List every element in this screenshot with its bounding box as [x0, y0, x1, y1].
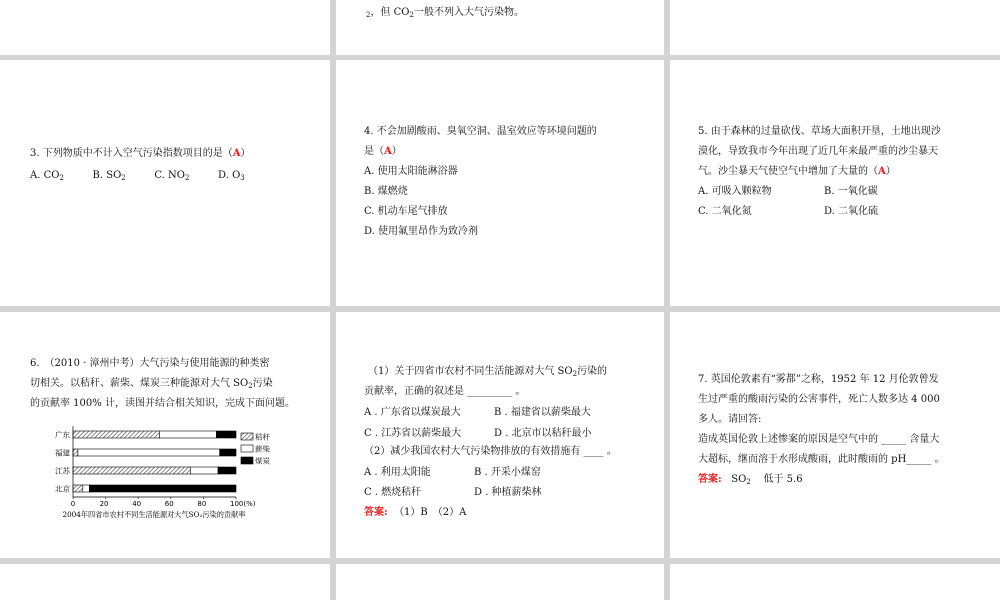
slide-question-6-sub — [336, 312, 664, 558]
bar-segment — [220, 449, 236, 456]
chart-title: 2004年四省市农村不同生活能源对大气SO₂污染的贡献率 — [62, 510, 246, 519]
bar-segment — [89, 485, 236, 492]
bar-segment — [216, 431, 236, 438]
slide-bottom-right — [670, 564, 1000, 600]
bar-segment — [73, 485, 83, 492]
bar-segment — [73, 449, 78, 456]
slide-bottom-middle — [336, 564, 664, 600]
q5-line-3: 气。沙尘暴天气使空气中增加了大量的（A） — [698, 166, 896, 177]
legend-label: 煤炭 — [255, 456, 270, 466]
legend-swatch — [241, 445, 253, 452]
legend-label: 薪柴 — [255, 444, 270, 454]
q6-line-3: 的贡献率 100% 计，读图并结合相关知识，完成下面问题。 — [30, 398, 295, 409]
so2-contribution-chart — [36, 424, 271, 524]
category-label: 江苏 — [55, 466, 70, 476]
q5-line-1: 5. 由于森林的过量砍伐、草场大面积开垦，土地出现沙 — [698, 126, 941, 137]
slide-question-5 — [670, 60, 1000, 306]
q6b-option-2d: D . 种植薪柴林 — [474, 487, 542, 498]
q4-option-c: C. 机动车尾气排放 — [364, 206, 448, 217]
q5-option-a: A. 可吸入颗粒物 — [698, 186, 772, 197]
bar-segment — [159, 431, 216, 438]
q6b-option-2c: C . 燃烧秸秆 — [364, 487, 422, 498]
q4-option-b: B. 煤燃烧 — [364, 186, 408, 197]
slide-top-middle — [336, 0, 664, 55]
q6-line-1: 6. （2010 · 漳州中考）大气污染与使用能源的种类密 — [30, 358, 270, 369]
q7-line-5: 大超标，继而溶于水形成酸雨，此时酸雨的 pH_____ 。 — [698, 454, 945, 465]
legend-label: 秸秆 — [255, 432, 270, 442]
q6b-option-1d: D . 北京市以秸秆最小 — [494, 428, 592, 439]
bar-segment — [83, 485, 90, 492]
q5-option-c: C. 二氧化氮 — [698, 206, 752, 217]
q6b-option-1c: C . 江苏省以薪柴最大 — [364, 428, 462, 439]
q5-answer: A — [878, 166, 886, 177]
q6b-option-2b: B . 开采小煤窑 — [474, 467, 541, 478]
bar-segment — [73, 467, 190, 474]
bar-segment — [73, 431, 159, 438]
slide-top-right — [670, 0, 1000, 55]
q6b-option-1b: B . 福建省以薪柴最大 — [494, 407, 591, 418]
q6b-answer: 答案: （1）B （2）A — [364, 507, 467, 518]
slide-bottom-left — [0, 564, 330, 600]
q7-line-3: 多人。请回答: — [698, 414, 762, 425]
x-tick-label: 100(%) — [230, 500, 256, 508]
q5-option-b: B. 一氧化碳 — [824, 186, 878, 197]
q4-answer: A — [384, 146, 392, 157]
category-label: 广东 — [55, 430, 70, 440]
q4-option-d: D. 使用氟里昂作为致冷剂 — [364, 226, 479, 237]
slide-question-4 — [336, 60, 664, 306]
legend-swatch — [241, 433, 253, 440]
category-label: 北京 — [55, 484, 70, 494]
q4-line-2: 是（A） — [364, 146, 402, 157]
q6b-option-2a: A . 利用太阳能 — [364, 467, 431, 478]
x-tick-label: 60 — [164, 500, 174, 508]
slide-top-left — [0, 0, 330, 55]
q6b-option-1a: A . 广东省以煤炭最大 — [364, 407, 461, 418]
x-tick-label: 0 — [70, 500, 76, 508]
q6b-line-1: （1）关于四省市农村不同生活能源对大气 $SO_2$污染的 — [368, 366, 608, 378]
q4-line-1: 4. 不会加剧酸雨、臭氧空洞、温室效应等环境问题的 — [364, 126, 597, 137]
category-label: 福建 — [55, 448, 70, 458]
q7-answer: 答案: $SO_2$ 低于 5.6 — [698, 474, 803, 486]
slide-question-6 — [0, 312, 330, 558]
q5-option-d: D. 二氧化硫 — [824, 206, 879, 217]
top-middle-text: $_2$，但 $CO_2$一般不列入大气污染物。 — [366, 7, 524, 19]
x-tick-label: 80 — [197, 500, 207, 508]
q4-option-a: A. 使用太阳能淋浴器 — [364, 166, 458, 177]
bar-segment — [78, 449, 220, 456]
slide-question-3 — [0, 60, 330, 306]
q3-stem: 3. 下列物质中不计入空气污染指数项目的是（A） — [30, 148, 251, 159]
legend-swatch — [241, 457, 253, 464]
q3-option-c: C. $NO_2$ — [154, 170, 190, 182]
bar-segment — [190, 467, 218, 474]
x-tick-label: 40 — [132, 500, 142, 508]
q6b-line-2: 贡献率，正确的叙述是 _________ 。 — [364, 386, 526, 397]
chart-svg — [36, 424, 271, 524]
q7-line-2: 生过严重的酸雨污染的公害事件，死亡人数多达 4 000 — [698, 394, 940, 405]
slide-question-7 — [670, 312, 1000, 558]
q3-answer: A — [232, 148, 241, 159]
q3-options — [30, 166, 245, 186]
q3-option-d: D. $O_3$ — [218, 170, 245, 182]
x-tick-label: 20 — [99, 500, 109, 508]
q5-line-2: 漠化，导致我市今年出现了近几年来最严重的沙尘暴天 — [698, 146, 938, 157]
bar-segment — [218, 467, 236, 474]
q7-line-4: 造成英国伦敦上述惨案的原因是空气中的 _____ 含量大 — [698, 434, 940, 445]
q6b-line-3: （2）减少我国农村大气污染物排放的有效措施有 ____ 。 — [364, 446, 617, 457]
q7-line-1: 7. 英国伦敦素有“雾都”之称，1952 年 12 月伦敦曾发 — [698, 374, 939, 385]
q3-option-a: A. $CO_2$ — [30, 170, 64, 182]
q6-line-2: 切相关。以秸秆、薪柴、煤炭三种能源对大气 $SO_2$污染 — [30, 378, 273, 390]
q3-option-b: B. $SO_2$ — [92, 170, 126, 182]
